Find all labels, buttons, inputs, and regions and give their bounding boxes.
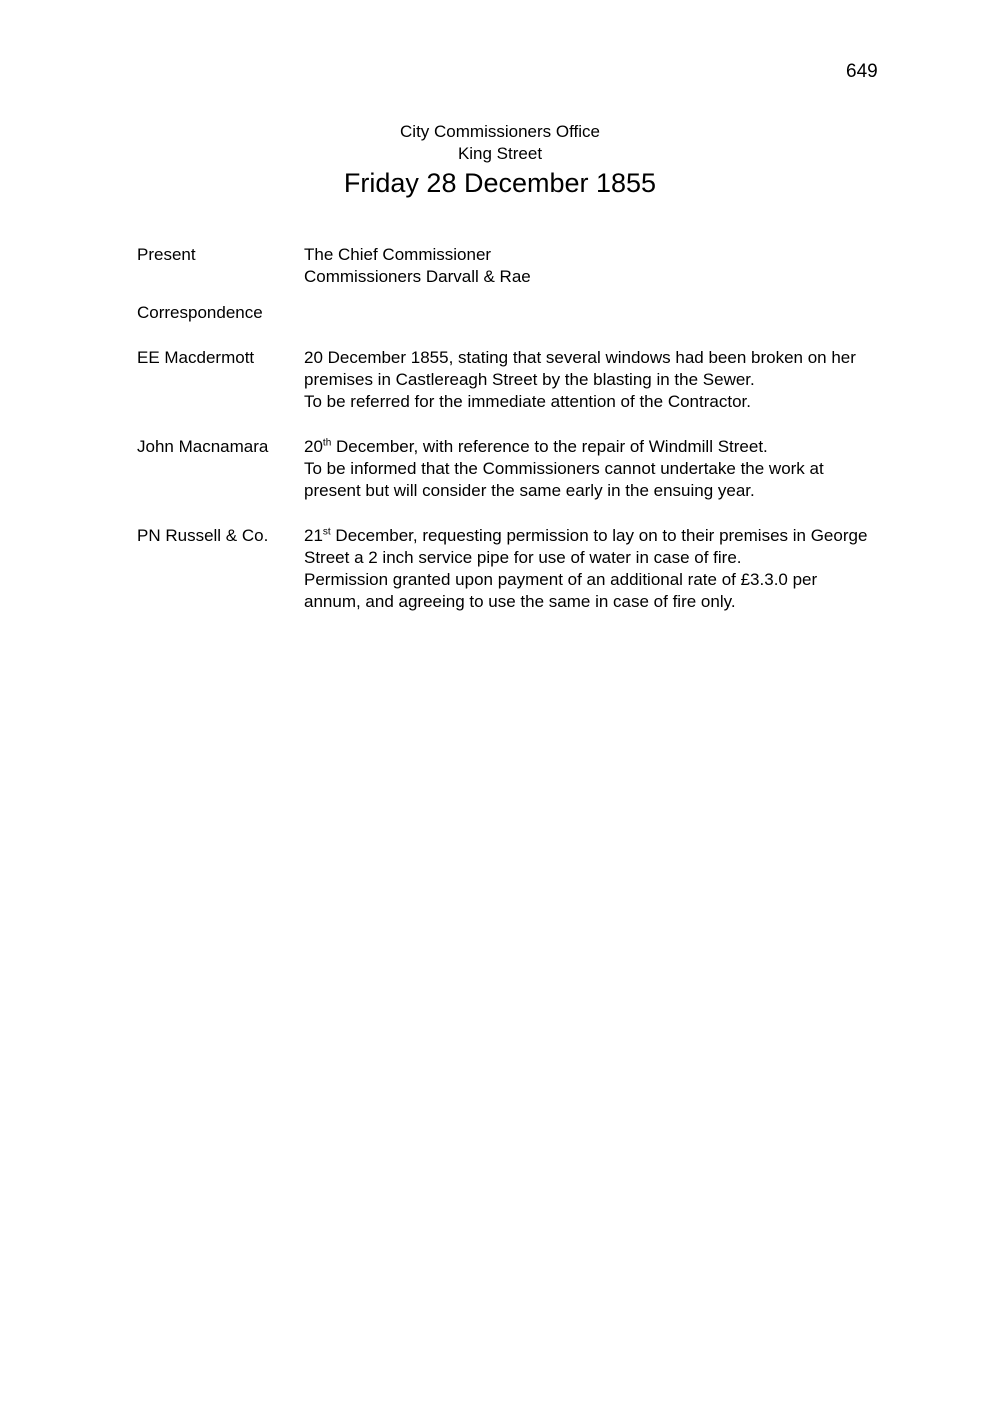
page-number: 649 [846, 61, 878, 82]
present-line: The Chief Commissioner [304, 245, 492, 264]
present-list [304, 244, 934, 288]
entry-day-suffix: st [322, 526, 331, 538]
entry-day: 21 [304, 526, 323, 545]
entry-line: 20 December 1855, stating that several windows had been broken on her [304, 348, 856, 367]
entry-line: premises in Castlereagh Street by the blasting in the Sewer. [304, 370, 755, 389]
correspondence-label: Correspondence [137, 303, 263, 322]
entry-day-suffix: th [322, 437, 332, 449]
entry-first-line-rest: December, with reference to the repair of Windmill Street. [331, 437, 768, 456]
office-name: City Commissioners Office [400, 122, 600, 141]
entry-line [304, 525, 934, 547]
entry-line: To be referred for the immediate attention of the Contractor. [304, 392, 751, 411]
correspondent-name: John Macnamara [137, 437, 269, 456]
entry-text [304, 347, 934, 413]
present-label: Present [137, 245, 196, 264]
minutes-header [0, 121, 1000, 200]
entry-text [304, 525, 934, 613]
entry-line: Street a 2 inch service pipe for use of water in case of fire. [304, 548, 742, 567]
entry-line: annum, and agreeing to use the same in case of fire only. [304, 592, 736, 611]
entry-line: present but will consider the same early in the ensuing year. [304, 481, 755, 500]
entry-line: To be informed that the Commissioners cannot undertake the work at [304, 459, 824, 478]
correspondent-name: EE Macdermott [137, 348, 255, 367]
present-line: Commissioners Darvall & Rae [304, 267, 531, 286]
office-street: King Street [457, 144, 543, 163]
entry-day: 20 [304, 437, 323, 456]
meeting-date: Friday 28 December 1855 [343, 168, 657, 198]
entry-first-line-rest: December, requesting permission to lay on to their premises in George [330, 526, 868, 545]
entry-text [304, 436, 934, 502]
entry-line: Permission granted upon payment of an additional rate of £3.3.0 per [304, 570, 818, 589]
entry-line [304, 436, 934, 458]
correspondent-name: PN Russell & Co. [137, 526, 269, 545]
